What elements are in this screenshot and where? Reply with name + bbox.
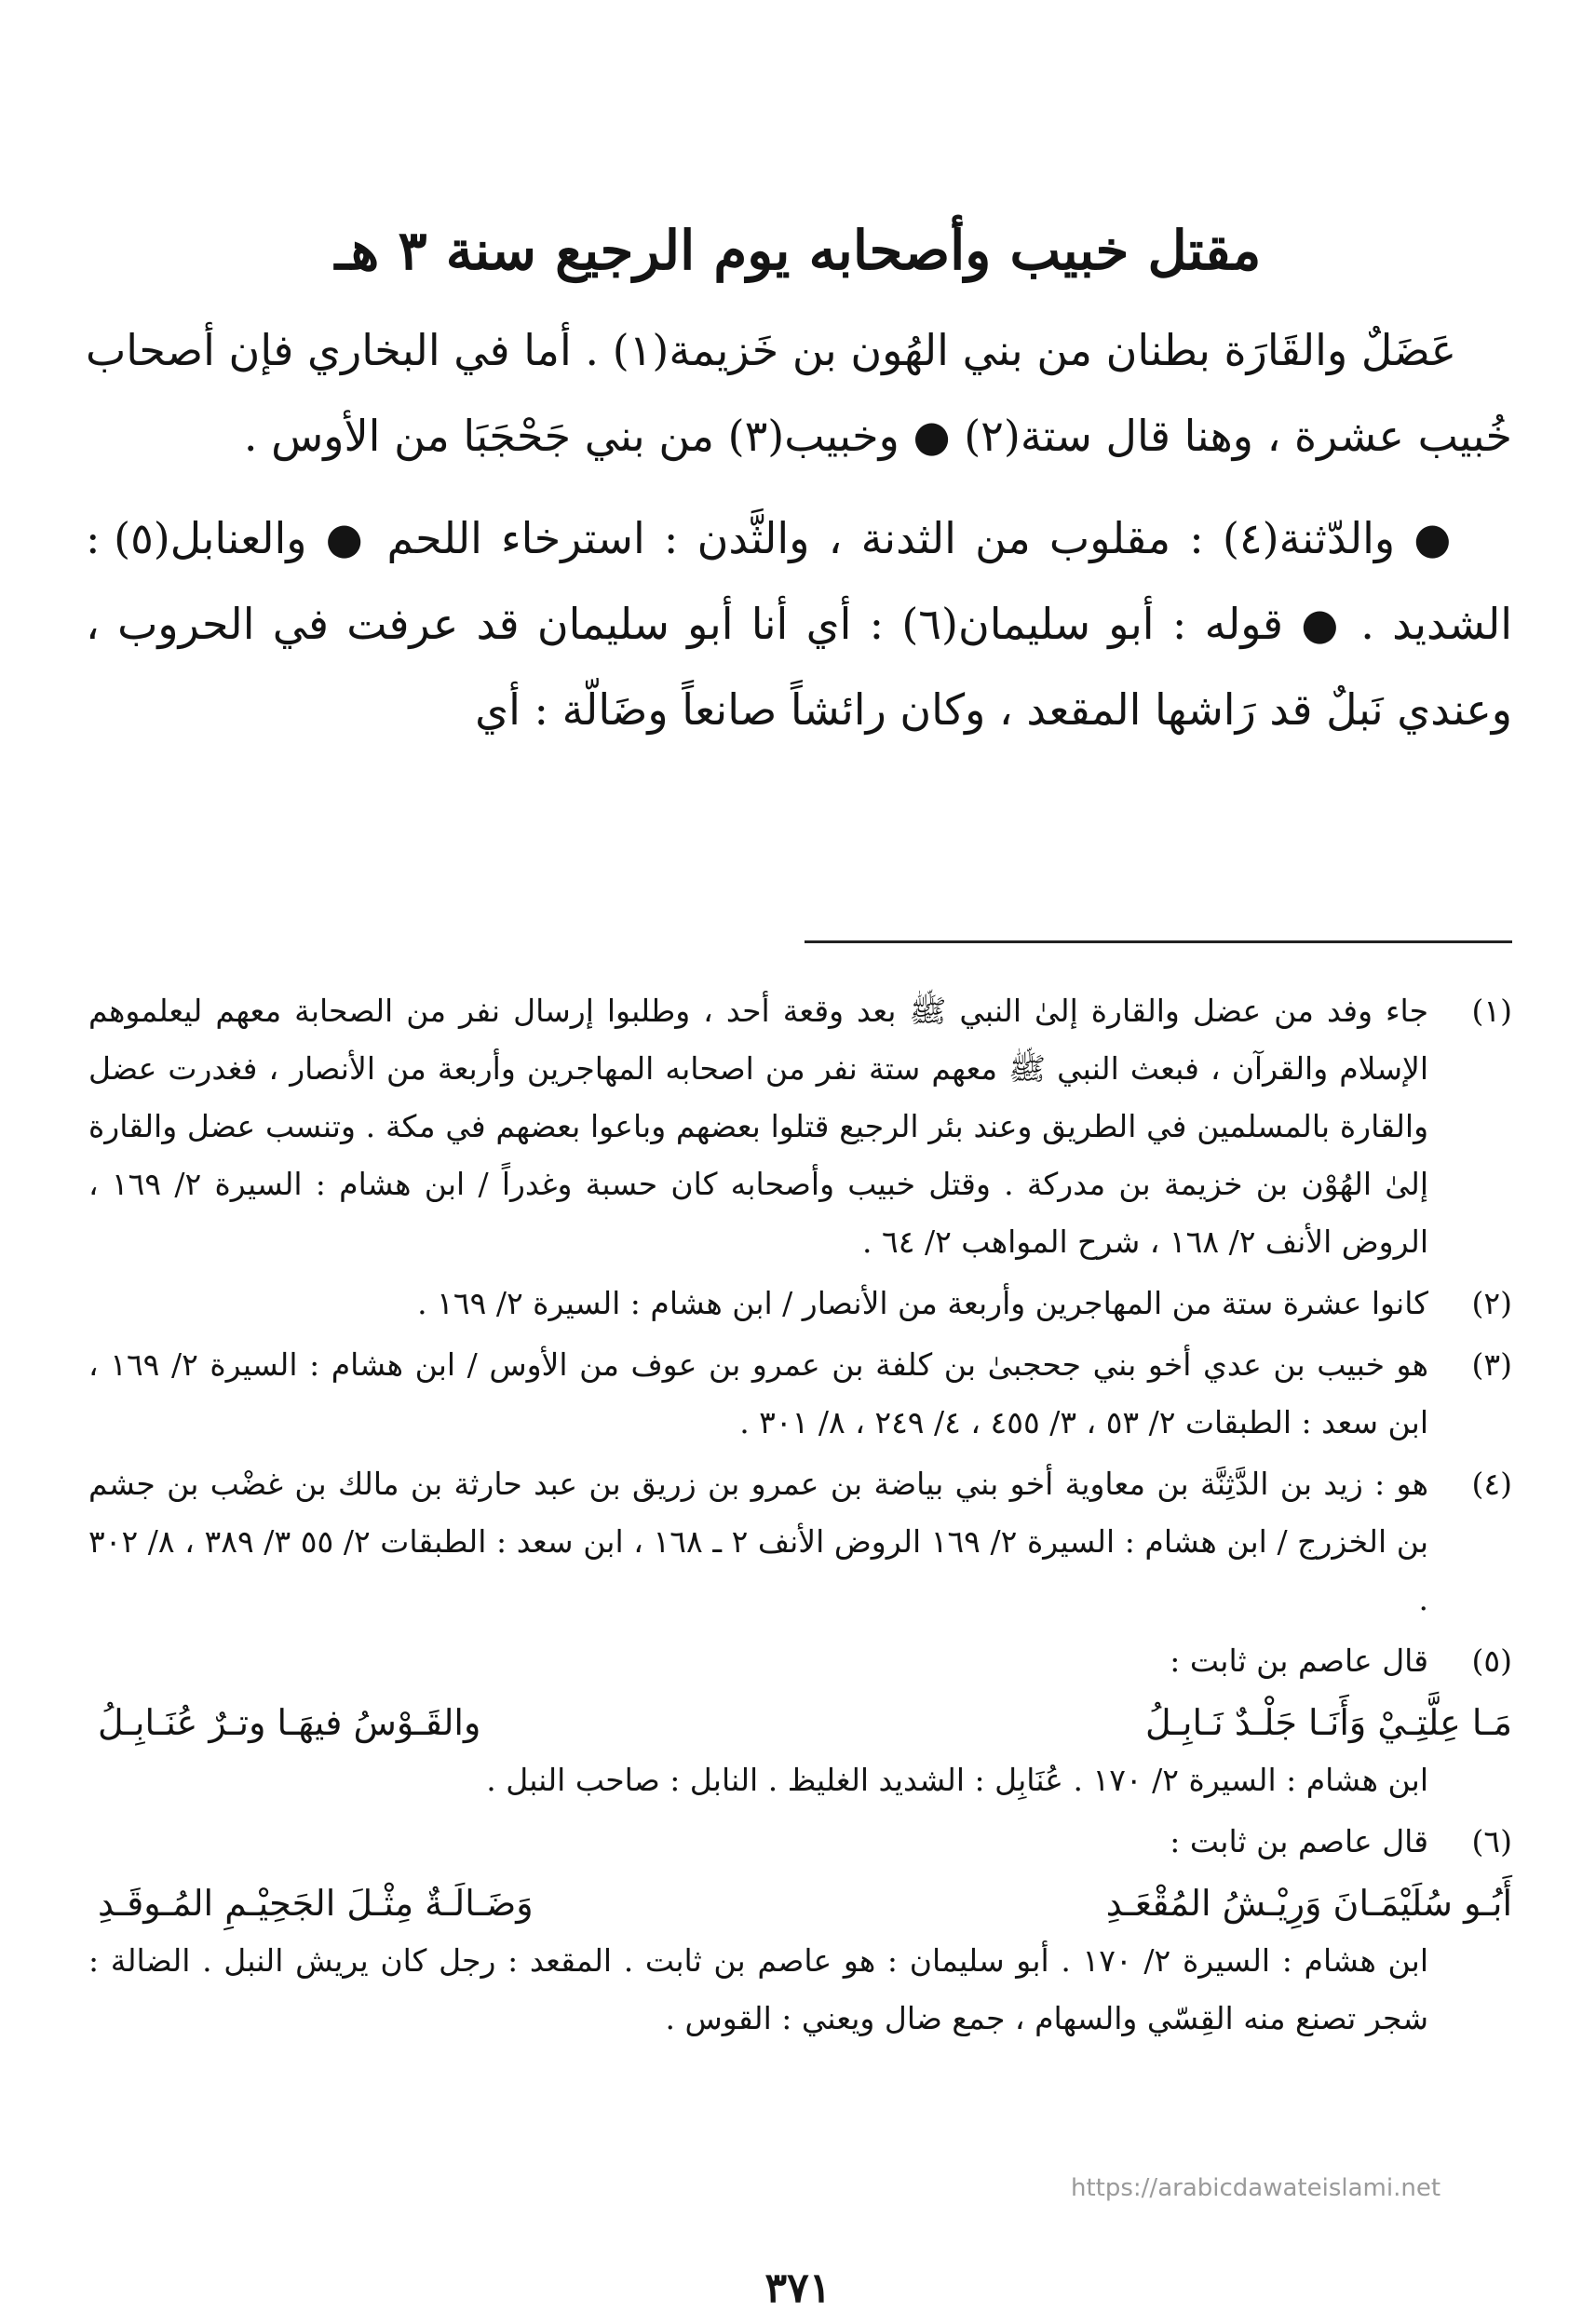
footnote — [88, 1455, 1512, 1629]
footnote-text: ابن هشام : السيرة ٢/ ١٧٠ . أبو سليمان : هو عاصم بن ثابت . المقعد : رجل كان يريش النبل . الضالة : شجر تصنع منه القِسّي والسهام ، جمع ضال ويعني : القوس . — [88, 1942, 1428, 2036]
page-title: مقتل خبيب وأصحابه يوم الرجيع سنة ٣ هـ — [334, 218, 1262, 282]
footnote-text: كانوا عشرة ستة من المهاجرين وأربعة من الأنصار / ابن هشام : السيرة ٢/ ١٦٩ . — [417, 1285, 1428, 1321]
footnote-number: (١) — [1471, 993, 1512, 1029]
footnote-number: (٦) — [1471, 1823, 1512, 1859]
footnote-text: هو خبيب بن عدي أخو بني جحجبىٰ بن كلفة بن عمرو بن عوف من الأوس / ابن هشام : السيرة ٢/ ١٦٩ ، ابن سعد : الطبقات ٢/ ٥٣ ، ٣/ ٤٥٥ ، ٤/ ٢٤٩ ، ٨/ ٣٠١ . — [88, 1346, 1429, 1440]
footnote-number: (٣) — [1471, 1346, 1512, 1383]
footnote — [88, 1275, 1512, 1332]
page-number: ٣٧١ — [764, 2265, 832, 2312]
footnote-number: (٢) — [1471, 1285, 1512, 1321]
paragraph: عَضَلٌ والقَارَة بطنان من بني الهُون بن خَزيمة(١) . أما في البخاري فإن أصحاب خُبيب عشرة ، وهنا قال ستة(٢) ● وخبيب(٣) من بني جَحْجَبَا من الأوس . — [86, 325, 1512, 461]
poem-verse — [88, 1874, 1512, 1932]
footnote-continuation — [88, 1751, 1512, 1809]
footnote-text: ابن هشام : السيرة ٢/ ١٧٠ . عُنَابِل : الشديد الغليظ . النابل : صاحب النبل . — [486, 1762, 1428, 1798]
footnote-number: (٤) — [1471, 1466, 1512, 1502]
footnote-number: (٥) — [1471, 1643, 1512, 1679]
poem-verse — [88, 1694, 1512, 1751]
watermark-url: https://arabicdawateislami.net — [1071, 2174, 1441, 2202]
footnote-text: هو : زيد بن الدَّثِنَّة بن معاوية أخو بني بياضة بن عمرو بن زريق بن عبد حارثة بن مالك بن غضْب بن جشم بن الخزرج / ابن هشام : السيرة ٢/ ١٦٩ الروض الأنف ٢ ـ ١٦٨ ، ابن سعد : الطبقات ٢/ ٥٥ ٣/ ٣٨٩ ، ٨/ ٣٠٢ . — [88, 1466, 1429, 1617]
poem-hemistich: وَضَـالَـةٌ مِثْـلَ الجَحِيْـمِ المُـوقَـدِ — [98, 1883, 534, 1924]
footnote-separator — [805, 940, 1512, 943]
footnote — [88, 1336, 1512, 1452]
footnote-text: قال عاصم بن ثابت : — [1170, 1823, 1428, 1859]
footnote — [88, 982, 1512, 1271]
footnote-text: قال عاصم بن ثابت : — [1170, 1643, 1428, 1679]
poem-hemistich: أَبُـو سُلَيْمَـانَ وَرِيْـشُ المُقْعَـدِ — [1105, 1883, 1512, 1924]
poem-hemistich: مَـا عِلَّتِـيْ وَأَنَـا جَلْـدٌ نَـابِـلُ — [1144, 1702, 1512, 1743]
footnote-continuation — [88, 1932, 1512, 2048]
main-text — [86, 307, 1512, 769]
paragraph: ● والدّثنة(٤) : مقلوب من الثدنة ، والثَّدن : استرخاء اللحم ● والعنابل(٥) : الشديد . ● قوله : أبو سليمان(٦) : أي أنا أبو سليمان قد عرفت في الحروب ، وعندي نَبلٌ قد رَاشها المقعد ، وكان رائشاً صانعاً وضَالّة : أي — [86, 513, 1513, 735]
footnote-text: جاء وفد من عضل والقارة إلىٰ النبي ﷺ بعد وقعة أحد ، وطلبوا إرسال نفر من الصحابة معهم ليعلموهم الإسلام والقرآن ، فبعث النبي ﷺ معهم ستة نفر من اصحابه المهاجرين وأربعة من الأنصار ، فغدرت عضل والقارة بالمسلمين في الطريق وعند بئر الرجيع قتلوا بعضهم وباعوا بعضهم في مكة . وتنسب عضل والقارة إلىٰ الهُوْن بن خزيمة بن مدركة . وقتل خبيب وأصحابه كان حسبة وغدراً / ابن هشام : السيرة ٢/ ١٦٩ ، الروض الأنف ٢/ ١٦٨ ، شرح المواهب ٢/ ٦٤ . — [88, 993, 1429, 1260]
poem-hemistich: والقَـوْسُ فيهَـا وتـرٌ عُنَـابِـلُ — [98, 1702, 481, 1743]
footnote — [88, 1632, 1512, 1690]
footnotes — [88, 982, 1512, 2051]
footnote — [88, 1813, 1512, 1871]
